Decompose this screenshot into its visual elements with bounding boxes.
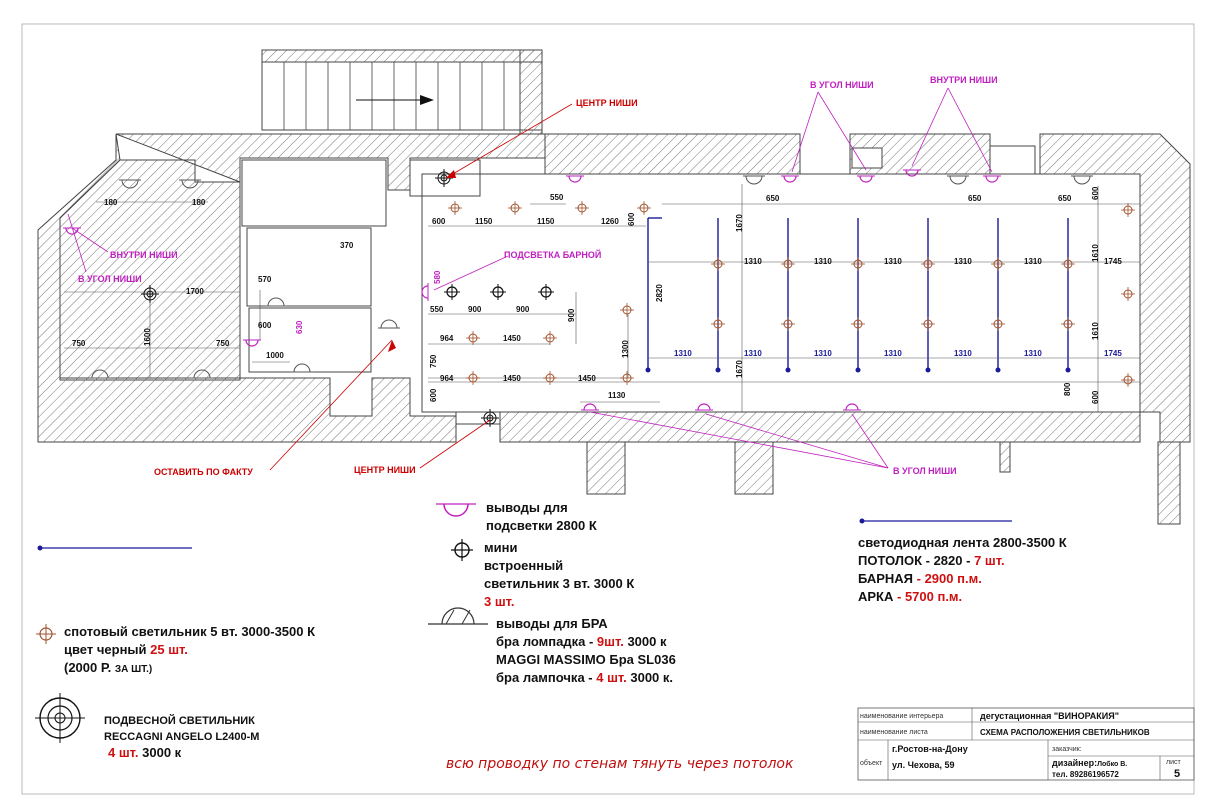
dim-label: 1600: [143, 328, 152, 346]
dim-label: 1000: [266, 351, 284, 360]
tb-sheet-no: 5: [1174, 768, 1181, 780]
dim-label: 650: [766, 194, 780, 203]
dim-label: 1310: [744, 257, 762, 266]
tb-sheet-label: наименование листа: [860, 729, 928, 736]
note-bar-light: ПОДСВЕТКА БАРНОЙ: [504, 250, 602, 260]
legend-pendant-1: ПОДВЕСНОЙ СВЕТИЛЬНИК: [104, 715, 255, 727]
title-block: [858, 708, 1194, 780]
dim-label: 1310: [954, 349, 972, 358]
tb-object-label: объект: [860, 760, 883, 767]
dim-label: 1310: [744, 349, 762, 358]
legend-mini-2: встроенный: [484, 558, 564, 573]
dim-label: 1260: [601, 217, 619, 226]
dim-label: 1310: [1024, 257, 1042, 266]
dim-label: 750: [429, 354, 438, 368]
dim-label: 600: [627, 212, 636, 226]
dim-label: 1670: [735, 214, 744, 232]
dim-label: 1700: [186, 287, 204, 296]
dim-label: 1310: [814, 349, 832, 358]
dim-label: 1450: [578, 374, 596, 383]
legend-led-1: светодиодная лента 2800-3500 К: [858, 535, 1067, 550]
note-corner-niche-left: В УГОЛ НИШИ: [78, 274, 142, 284]
dim-label: 1310: [884, 257, 902, 266]
dim-label: 900: [516, 305, 530, 314]
dimension-labels: [72, 186, 1122, 404]
dim-label: 600: [432, 217, 446, 226]
dim-label: 570: [258, 275, 272, 284]
legend-mini-3: светильник 3 вт. 3000 К: [484, 576, 635, 591]
dim-label: 1310: [884, 349, 902, 358]
tb-designer: дизайнер:Лобко В.: [1052, 758, 1128, 768]
dim-label: 1670: [735, 360, 744, 378]
note-center-niche-bottom: ЦЕНТР НИШИ: [354, 465, 416, 475]
dim-label: 600: [1091, 186, 1100, 200]
dim-label: 964: [440, 374, 454, 383]
legend-sconce-2: бра ломпадка - 9шт. 3000 к: [496, 634, 667, 649]
note-leave-as-is: ОСТАВИТЬ ПО ФАКТУ: [154, 467, 253, 477]
dim-label: 550: [430, 305, 444, 314]
legend-spot-1: спотовый светильник 5 вт. 3000-3500 К: [64, 624, 316, 639]
legend-pendant-3: 4 шт. 3000 к: [108, 745, 182, 760]
dim-label: 370: [340, 241, 354, 250]
dim-label: 800: [1063, 382, 1072, 396]
dim-label: 964: [440, 334, 454, 343]
dim-label: 1310: [674, 349, 692, 358]
legend-bra-out-1: выводы для: [486, 500, 568, 515]
dim-label: 1310: [1024, 349, 1042, 358]
dim-label: 180: [192, 198, 206, 207]
dim-label: 900: [567, 308, 576, 322]
dim-label: 1745: [1104, 257, 1122, 266]
dim-label: 1310: [814, 257, 832, 266]
dim-label: 1130: [608, 391, 626, 400]
legend-sconce-3: MAGGI MASSIMO Бра SL036: [496, 652, 676, 667]
legend-led-2: ПОТОЛОК - 2820 - 7 шт.: [858, 553, 1005, 568]
legend-led-4: АРКА - 5700 п.м.: [858, 589, 963, 604]
dim-label: 1610: [1091, 244, 1100, 262]
dim-label: 1450: [503, 374, 521, 383]
tb-sheet-no-label: лист: [1166, 759, 1181, 766]
dim-label: 550: [550, 193, 564, 202]
dim-label: 650: [1058, 194, 1072, 203]
dim-label: 1450: [503, 334, 521, 343]
legend-spot-2: цвет черный 25 шт.: [64, 642, 188, 657]
legend-text: [64, 500, 1067, 760]
dim-label: 650: [968, 194, 982, 203]
note-center-niche-top: ЦЕНТР НИШИ: [576, 98, 638, 108]
dim-label: 630: [295, 320, 304, 334]
legend-mini-1: мини: [484, 540, 518, 555]
tb-phone: тел. 89286196572: [1052, 770, 1119, 779]
legend-sconce-1: выводы для БРА: [496, 616, 608, 631]
dim-label: 1610: [1091, 322, 1100, 340]
dim-label: 750: [216, 339, 230, 348]
tb-object-street: ул. Чехова, 59: [892, 760, 955, 770]
note-corner-niche-bottom: В УГОЛ НИШИ: [893, 466, 957, 476]
dim-label: 580: [433, 270, 442, 284]
dim-label: 1310: [954, 257, 972, 266]
note-inside-niche-left: ВНУТРИ НИШИ: [110, 250, 178, 260]
note-corner-niche-top: В УГОЛ НИШИ: [810, 80, 874, 90]
legend-mini-4: 3 шт.: [484, 594, 515, 609]
dim-label: 600: [258, 321, 272, 330]
legend-bra-out-2: подсветки 2800 К: [486, 518, 597, 533]
legend-pendant-2: RECCAGNI ANGELO L2400-M: [104, 731, 260, 743]
tb-object-city: г.Ростов-на-Дону: [892, 744, 968, 754]
dim-label: 1150: [537, 217, 555, 226]
legend-led-3: БАРНАЯ - 2900 п.м.: [858, 571, 982, 586]
tb-interior-value: дегустационная "ВИНОРАКИЯ": [980, 711, 1120, 721]
wiring-note: всю проводку по стенам тянуть через потолок: [446, 756, 794, 772]
dim-label: 750: [72, 339, 86, 348]
legend-sconce-4: бра лампочка - 4 шт. 3000 к.: [496, 670, 674, 685]
tb-sheet-value: СХЕМА РАСПОЛОЖЕНИЯ СВЕТИЛЬНИКОВ: [980, 728, 1150, 737]
dim-label: 180: [104, 198, 118, 207]
dim-label: 1150: [475, 217, 493, 226]
dim-label: 600: [429, 388, 438, 402]
note-inside-niche-top: ВНУТРИ НИШИ: [930, 75, 998, 85]
dim-label: 1300: [621, 340, 630, 358]
dim-label: 900: [468, 305, 482, 314]
dim-label: 600: [1091, 390, 1100, 404]
dim-label: 1745: [1104, 349, 1122, 358]
tb-client-label: заказчик:: [1052, 746, 1082, 753]
dim-label: 2820: [655, 284, 664, 302]
tb-interior-label: наименование интерьера: [860, 713, 944, 720]
legend-spot-3: (2000 Р. ЗА ШТ.): [64, 660, 153, 675]
